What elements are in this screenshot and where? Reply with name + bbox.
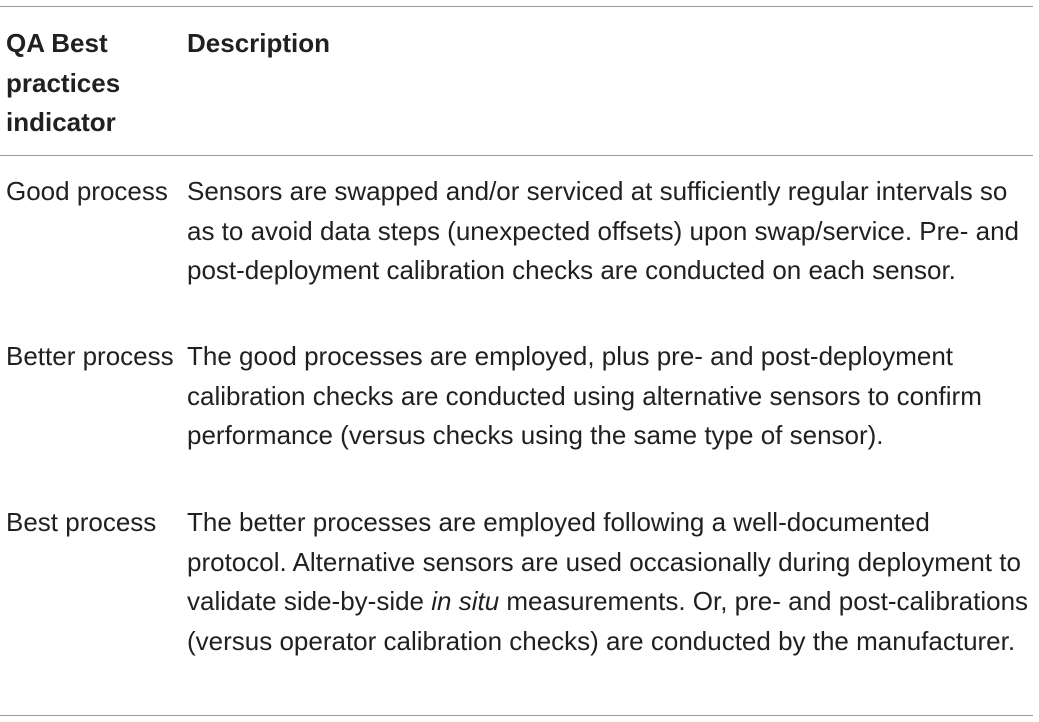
description-cell: The good processes are employed, plus pre- and post-deployment calibration checks are conducted using alternative sensors to confirm performance (versus checks using the same type of sensor). <box>187 341 982 450</box>
indicator-cell: Better process <box>6 341 174 371</box>
description-italic-text: in situ <box>431 586 500 616</box>
description-text: measurements. Or, pre- and post-calibrations (versus operator calibration checks) are conducted by the manufacturer. <box>187 586 1029 656</box>
table-header-rule <box>0 155 1033 156</box>
indicator-cell: Best process <box>6 507 157 537</box>
description-cell <box>187 503 1033 661</box>
description-cell: Sensors are swapped and/or serviced at sufficiently regular intervals so as to avoid data steps (unexpected offsets) upon swap/service. Pre- and post-deployment calibration checks are conducted on each sensor. <box>187 176 1019 285</box>
table-top-rule <box>0 6 1033 7</box>
header-description: Description <box>187 28 331 58</box>
indicator-cell: Good process <box>6 176 168 206</box>
description-text: The better processes are employed following a well-documented protocol. Alternative sensors are used occasionally during deployment to validate side-by-side <box>187 507 1021 616</box>
table-bottom-rule <box>0 715 1033 716</box>
header-indicator: QA Best practices indicator <box>6 28 121 137</box>
